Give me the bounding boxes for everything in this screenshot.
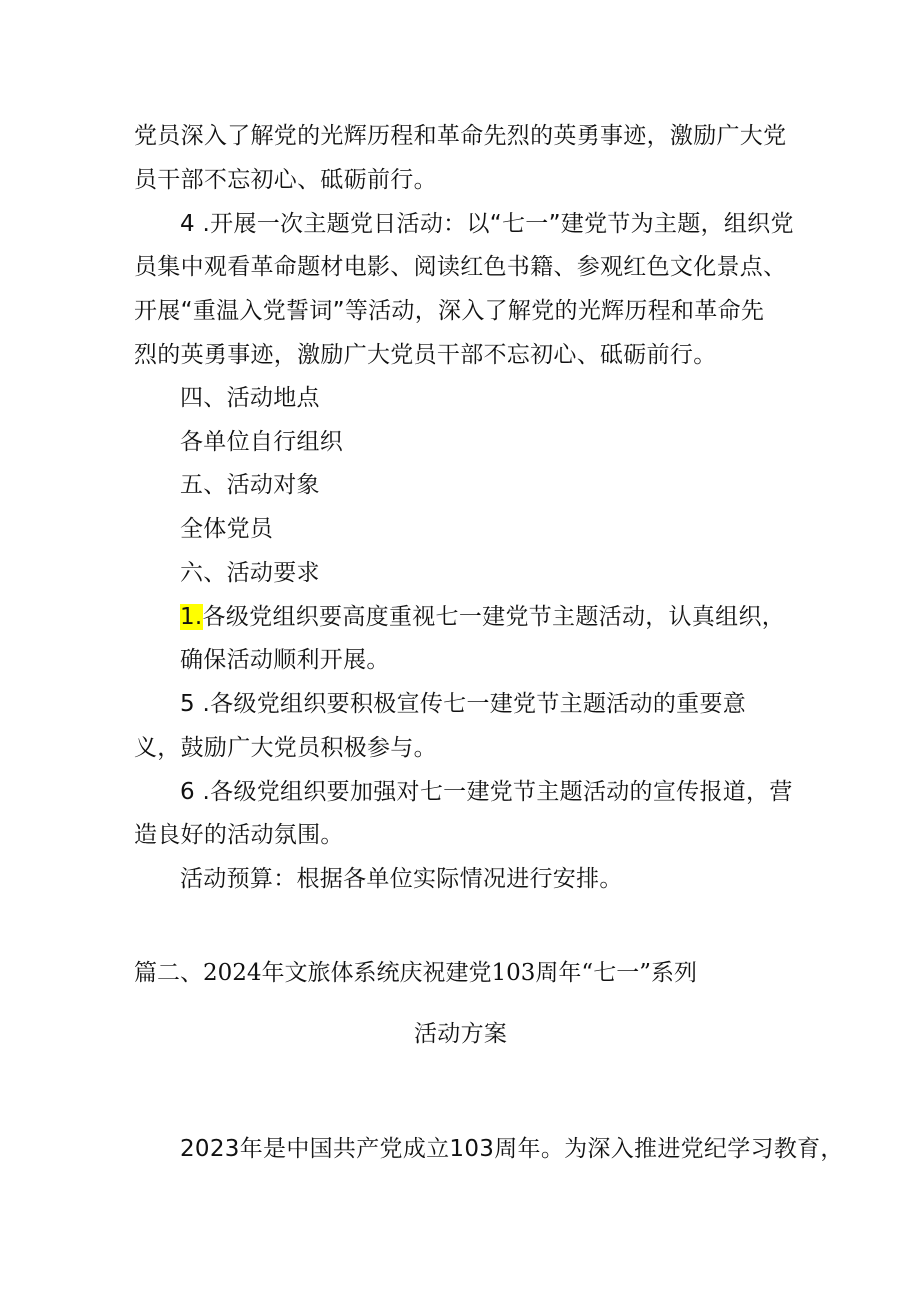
paragraph-line: 活动预算：根据各单位实际情况进行安排。 — [180, 866, 623, 892]
paragraph-line: 员集中观看革命题材电影、阅读红色书籍、参观红色文化景点、 — [134, 254, 787, 280]
paragraph-line: 各单位自行组织 — [180, 429, 344, 455]
highlighted-list-number: 1. — [180, 604, 203, 630]
section-heading: 五、活动对象 — [180, 472, 320, 498]
paragraph-line: 5 .各级党组织要积极宣传七一建党节主题活动的重要意 — [180, 691, 747, 717]
paragraph-line: 4 .开展一次主题党日活动：以“七一”建党节为主题，组织党 — [180, 211, 794, 237]
paragraph-line: 确保活动顺利开展。 — [180, 647, 390, 673]
section-heading: 四、活动地点 — [180, 385, 320, 411]
paragraph-line: 烈的英勇事迹，激励广大党员干部不忘初心、砥砺前行。 — [134, 342, 717, 368]
section-title-line-1: 篇二、2024年文旅体系统庆祝建党103周年“七一”系列 — [134, 960, 697, 986]
paragraph-line: 党员深入了解党的光辉历程和革命先烈的英勇事迹，激励广大党 — [134, 123, 787, 149]
paragraph-line: 开展“重温入党誓词”等活动，深入了解党的光辉历程和革命先 — [134, 298, 765, 324]
section-heading: 六、活动要求 — [180, 560, 320, 586]
paragraph-line — [180, 602, 785, 632]
paragraph-line: 义，鼓励广大党员积极参与。 — [134, 735, 437, 761]
paragraph-line: 2023年是中国共产党成立103周年。为深入推进党纪学习教育， — [180, 1136, 844, 1162]
section-title-line-2: 活动方案 — [414, 1021, 508, 1047]
paragraph-line: 员干部不忘初心、砥砺前行。 — [134, 167, 437, 193]
paragraph-line: 造良好的活动氛围。 — [134, 822, 344, 848]
paragraph-line: 全体党员 — [180, 516, 274, 542]
paragraph-line: 6 .各级党组织要加强对七一建党节主题活动的宣传报道，营 — [180, 779, 793, 805]
list-item-text: 各级党组织要高度重视七一建党节主题活动，认真组织， — [202, 604, 786, 630]
